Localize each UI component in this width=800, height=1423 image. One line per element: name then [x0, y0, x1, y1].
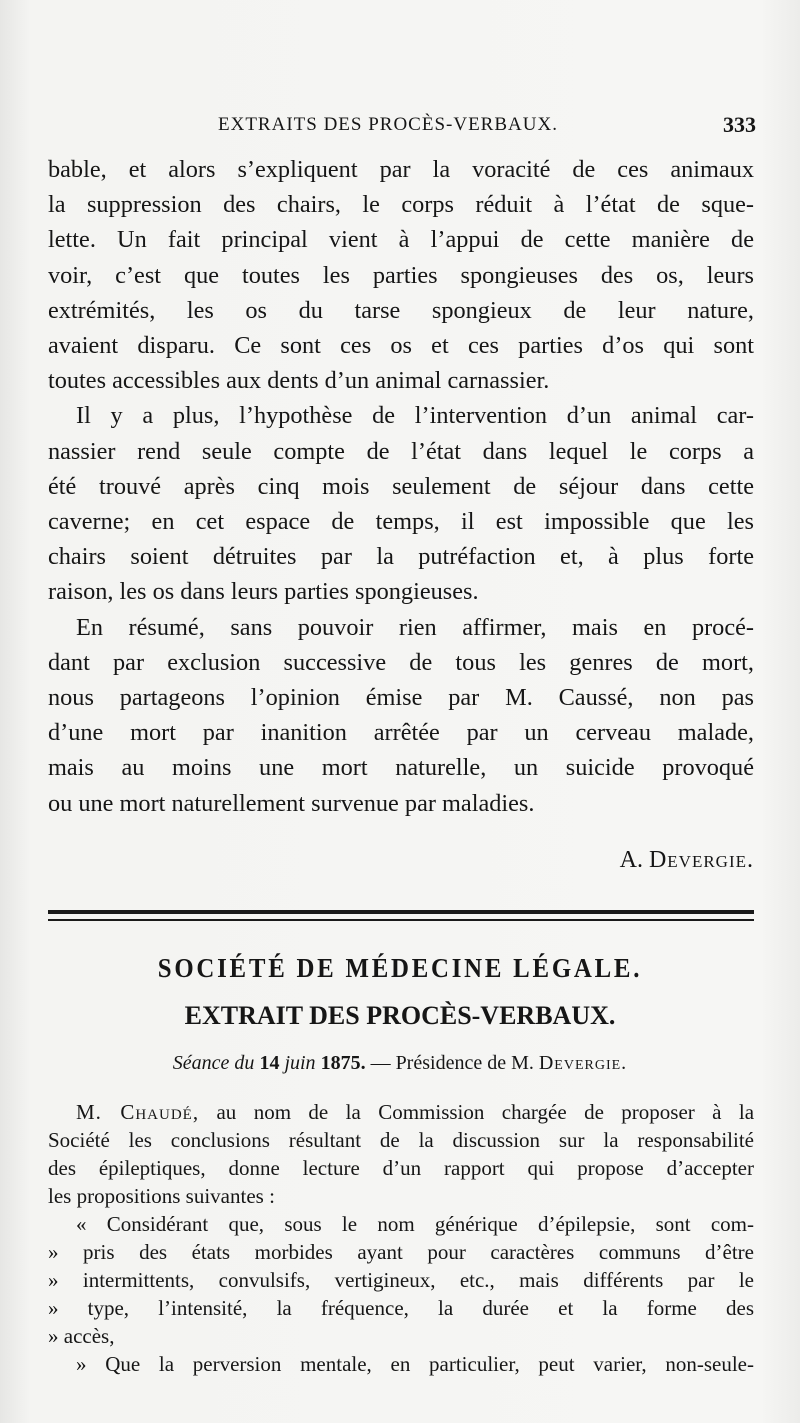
text-line: extrémités, les os du tarse spongieux de leur nature,: [48, 296, 754, 324]
section-divider-thin: [48, 919, 754, 921]
paragraph-summary: [48, 610, 754, 821]
text-line: d’une mort par inanition arrêtée par un cerveau malade,: [48, 719, 754, 747]
text-line: Il y a plus, l’hypothèse de l’intervention d’un animal car-: [76, 402, 754, 430]
text-line: les propositions suivantes :: [48, 1184, 275, 1208]
paragraph-carnivore-hypothesis: [48, 398, 754, 609]
text-line: ou une mort naturellement survenue par maladies.: [48, 789, 535, 817]
article-conclusion: [48, 152, 754, 821]
extract-title: EXTRAIT DES PROCÈS-VERBAUX.: [184, 1001, 616, 1030]
text-line: chairs soient détruites par la putréfaction et, à plus forte: [48, 543, 754, 571]
quote-line: » Que la perversion mentale, en particulier, peut varier, non-seule-: [76, 1352, 754, 1376]
quote-line: » type, l’intensité, la fréquence, la durée et la forme des: [48, 1296, 754, 1320]
page-header: [48, 112, 758, 142]
quote-line: » intermittents, convulsifs, vertigineux, etc., mais différents par le: [48, 1268, 754, 1292]
section-divider: [48, 910, 754, 914]
text-line: En résumé, sans pouvoir rien affirmer, mais en procé-: [76, 613, 754, 641]
text-line: été trouvé après cinq mois seulement de séjour dans cette: [48, 472, 754, 500]
text-line: toutes accessibles aux dents d’un animal carnassier.: [48, 367, 550, 395]
quote-line: » accès,: [48, 1324, 115, 1348]
society-title: SOCIÉTÉ DE MÉDECINE LÉGALE.: [157, 953, 643, 983]
text-line: bable, et alors s’expliquent par la voracité de ces animaux: [48, 156, 754, 183]
quote-line: » pris des états morbides ayant pour caractères communs d’être: [48, 1240, 754, 1264]
text-line: nous partageons l’opinion émise par M. Caussé, non pas: [48, 684, 754, 712]
page-number: 333: [723, 112, 756, 137]
signature-initial: A.: [619, 847, 643, 873]
text-line: caverne; en cet espace de temps, il est impossible que les: [48, 508, 754, 536]
text-line: des épileptiques, donne lecture d’un rapport qui propose d’accepter: [48, 1156, 754, 1180]
president-name: Devergie.: [538, 1052, 628, 1074]
text-span: au nom de la Commission chargée de proposer à la: [216, 1100, 755, 1124]
text-line: nassier rend seule compte de l’état dans lequel le corps a: [48, 437, 754, 465]
text-line: dant par exclusion successive de tous les genres de mort,: [48, 648, 754, 676]
session-year: 1875.: [320, 1052, 366, 1074]
text-line: [48, 1098, 754, 1126]
session-label: Séance du: [172, 1052, 255, 1074]
report-text: [48, 1098, 754, 1378]
text-line: avaient disparu. Ce sont ces os et ces parties d’os qui sont: [48, 332, 754, 360]
text-line: lette. Un fait principal vient à l’appui de cette manière de: [48, 226, 754, 254]
text-line: voir, c’est que toutes les parties spongieuses des os, leurs: [48, 261, 754, 289]
text-line: Société les conclusions résultant de la discussion sur la responsabilité: [48, 1128, 754, 1152]
speaker-name: M. Chaudé,: [76, 1100, 200, 1124]
text-line: mais au moins une mort naturelle, un suicide provoqué: [48, 754, 754, 782]
session-day: 14: [259, 1052, 280, 1074]
signature: [620, 847, 754, 874]
signature-name: Devergie.: [648, 847, 754, 873]
session-month: juin: [284, 1052, 316, 1074]
paragraph-voracity: [48, 152, 754, 398]
quote-line: « Considérant que, sous le nom générique d’épilepsie, sont com-: [76, 1212, 754, 1236]
presidence-label: — Présidence de M.: [370, 1052, 534, 1074]
text-line: la suppression des chairs, le corps réduit à l’état de sque-: [48, 191, 754, 219]
running-title: EXTRAITS DES PROCÈS-VERBAUX.: [218, 114, 558, 135]
text-line: raison, les os dans leurs parties spongieuses.: [48, 578, 479, 606]
session-line: [0, 1052, 800, 1075]
